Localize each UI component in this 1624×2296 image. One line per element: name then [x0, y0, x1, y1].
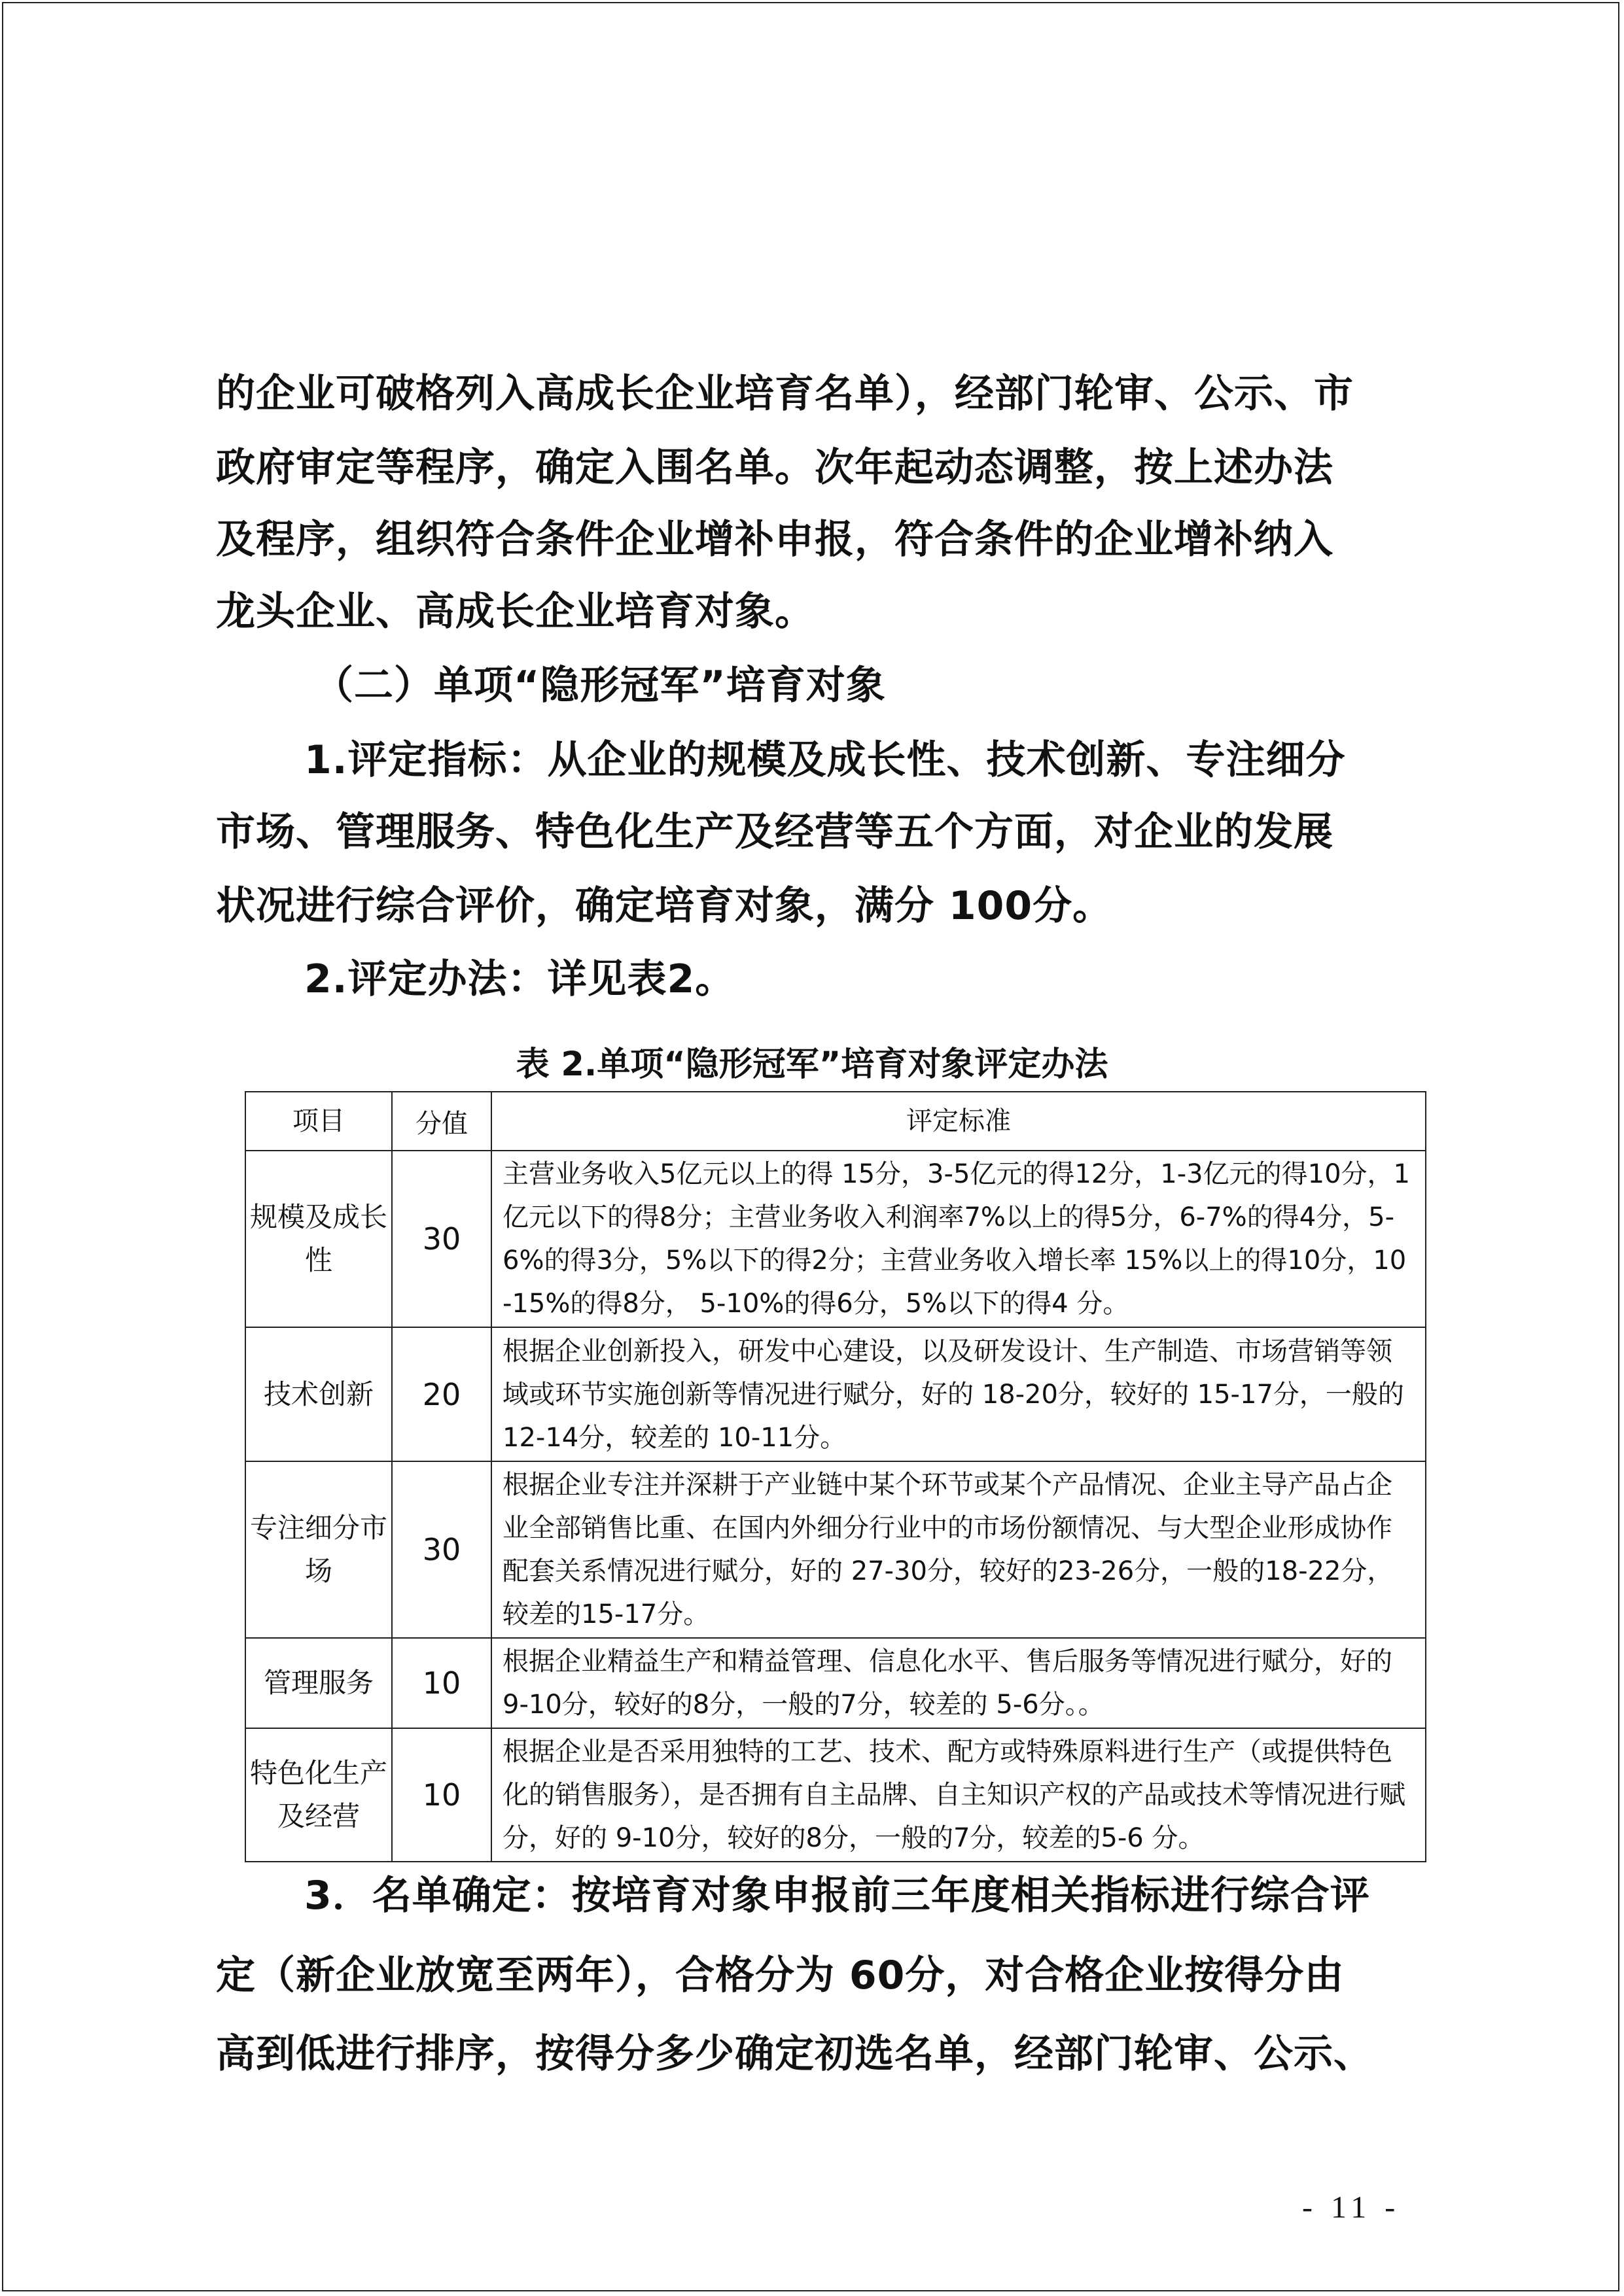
paragraph-line: 龙头企业、高成长企业培育对象。 — [216, 589, 815, 635]
row-score: 30 — [392, 1151, 491, 1327]
evaluation-table — [245, 1091, 1426, 1862]
row-score: 10 — [392, 1638, 491, 1728]
paragraph-line: 定（新企业放宽至两年），合格分为 60分，对合格企业按得分由 — [216, 1953, 1345, 1998]
page-number: - 11 - — [1302, 2190, 1401, 2225]
paragraph-line: 2.评定办法：详见表2。 — [304, 956, 735, 1002]
paragraph-line: 高到低进行排序，按得分多少确定初选名单，经部门轮审、公示、 — [216, 2031, 1373, 2077]
criteria-text: 根据企业精益生产和精益管理、信息化水平、售后服务等情况进行赋分，好的 9-10分，较好的8分，一般的7分，较差的 5-6分。。 — [503, 1646, 1392, 1720]
table-row — [245, 1728, 1426, 1862]
row-item: 管理服务 — [245, 1638, 392, 1728]
criteria-text: 根据企业是否采用独特的工艺、技术、配方或特殊原料进行生产（或提供特色化的销售服务），是否拥有自主品牌、自主知识产权的产品或技术等情况进行赋分，好的 9-10分，较好的8分，一般的7分，较差的5-6 分。 — [503, 1737, 1405, 1853]
row-criteria — [491, 1728, 1426, 1862]
paragraph-line: 政府审定等程序，确定入围名单。次年起动态调整，按上述办法 — [216, 445, 1333, 491]
criteria-text: 主营业务收入5亿元以上的得 15分，3-5亿元的得12分，1-3亿元的得10分，1亿元以下的得8分；主营业务收入利润率7%以上的得5分，6-7%的得4分，5-6%的得3分，5%以下的得2分；主营业务收入增长率 15%以上的得10分，10-15%的得8分， 5-10%的得6分，5%以下的得4 分。 — [503, 1159, 1410, 1319]
row-criteria — [491, 1461, 1426, 1638]
row-score: 10 — [392, 1728, 491, 1862]
paragraph-line: 状况进行综合评价，确定培育对象，满分 100分。 — [216, 883, 1113, 929]
paragraph-line: 的企业可破格列入高成长企业培育名单），经部门轮审、公示、市 — [216, 371, 1354, 417]
row-score: 20 — [392, 1327, 491, 1461]
table-row — [245, 1461, 1426, 1638]
table-caption: 表 2.单项“隐形冠军”培育对象评定办法 — [516, 1045, 1108, 1084]
table-row — [245, 1151, 1426, 1327]
criteria-text: 根据企业创新投入，研发中心建设，以及研发设计、生产制造、市场营销等领域或环节实施创新等情况进行赋分，好的 18-20分，较好的 15-17分，一般的12-14分，较差的 10-11分。 — [503, 1336, 1404, 1453]
row-item: 特色化生产及经营 — [245, 1728, 392, 1862]
paragraph-line: 市场、管理服务、特色化生产及经营等五个方面，对企业的发展 — [216, 809, 1333, 855]
paragraph-line: 1.评定指标：从企业的规模及成长性、技术创新、专注细分 — [304, 737, 1346, 783]
row-item: 专注细分市场 — [245, 1461, 392, 1638]
row-score: 30 — [392, 1461, 491, 1638]
criteria-text: 根据企业专注并深耕于产业链中某个环节或某个产品情况、企业主导产品占企业全部销售比重、在国内外细分行业中的市场份额情况、与大型企业形成协作配套关系情况进行赋分，好的 27-30分，较好的23-26分，一般的18-22分，较差的15-17分。 — [503, 1470, 1394, 1629]
paragraph-line: 及程序，组织符合条件企业增补申报，符合条件的企业增补纳入 — [216, 517, 1333, 563]
header-item: 项目 — [245, 1092, 392, 1151]
table-row — [245, 1327, 1426, 1461]
header-score: 分值 — [392, 1092, 491, 1151]
table-row — [245, 1638, 1426, 1728]
table-header-row — [245, 1092, 1426, 1151]
section-heading: （二）单项“隐形冠军”培育对象 — [314, 663, 886, 708]
row-criteria — [491, 1327, 1426, 1461]
paragraph-line: 3．名单确定：按培育对象申报前三年度相关指标进行综合评 — [304, 1873, 1370, 1919]
header-criteria: 评定标准 — [491, 1092, 1426, 1151]
row-item: 规模及成长性 — [245, 1151, 392, 1327]
row-criteria — [491, 1638, 1426, 1728]
row-item: 技术创新 — [245, 1327, 392, 1461]
row-criteria — [491, 1151, 1426, 1327]
